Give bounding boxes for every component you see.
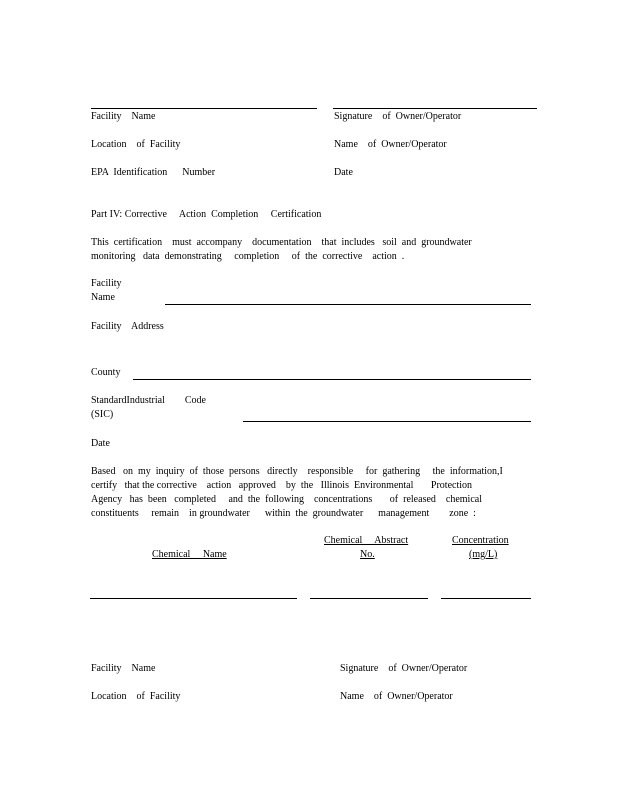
epa-id-label: EPA Identification Number (91, 167, 216, 178)
certification-line-3: Agency has been completed and the following concentrations of released chemical (91, 494, 482, 505)
certification-line-1: Based on my inquiry of those persons directly responsible for gathering the information,I (91, 466, 503, 477)
bottom-location-label: Location of Facility (91, 691, 181, 702)
col-header-chemical-name: Chemical Name (152, 549, 227, 560)
location-label: Location of Facility (91, 139, 181, 150)
concentration-entry-line[interactable] (441, 598, 531, 599)
bottom-facility-name-label: Facility Name (91, 663, 156, 674)
chemical-name-entry-line[interactable] (90, 598, 297, 599)
facility-name-field-line[interactable] (165, 304, 531, 305)
date-label-top: Date (334, 167, 353, 178)
county-label: County (91, 367, 121, 378)
sic-label-line2: (SIC) (91, 409, 114, 420)
signature-owner-label: Signature of Owner/Operator (334, 111, 462, 122)
sic-label-line1: StandardIndustrial Code (91, 395, 206, 406)
bottom-signature-owner-label: Signature of Owner/Operator (340, 663, 468, 674)
county-field-line[interactable] (133, 379, 531, 380)
col-header-abstract-no: No. (360, 549, 375, 560)
col-header-chemical-abstract: Chemical Abstract (324, 535, 409, 546)
col-header-units: (mg/L) (469, 549, 498, 560)
facility-name-label: Facility Name (91, 111, 156, 122)
facility-address-label: Facility Address (91, 321, 164, 332)
facility-label-1: Facility (91, 278, 122, 289)
signature-line (333, 108, 537, 109)
certification-line-2: certify that the corrective action approved by the Illinois Environmental Protection (91, 480, 473, 491)
intro-line-2: monitoring data demonstrating completion of the corrective action . (91, 251, 405, 262)
part-iv-heading: Part IV: Corrective Action Completion Certification (91, 209, 322, 220)
date-label-mid: Date (91, 438, 110, 449)
facility-label-2: Name (91, 292, 115, 303)
certification-line-4: constituents remain in groundwater within the groundwater management zone : (91, 508, 476, 519)
intro-line-1: This certification must accompany documentation that includes soil and groundwater (91, 237, 472, 248)
sic-field-line[interactable] (243, 421, 531, 422)
col-header-concentration: Concentration (452, 535, 509, 546)
name-owner-label: Name of Owner/Operator (334, 139, 447, 150)
abstract-no-entry-line[interactable] (310, 598, 428, 599)
facility-name-line (91, 108, 317, 109)
bottom-name-owner-label: Name of Owner/Operator (340, 691, 453, 702)
